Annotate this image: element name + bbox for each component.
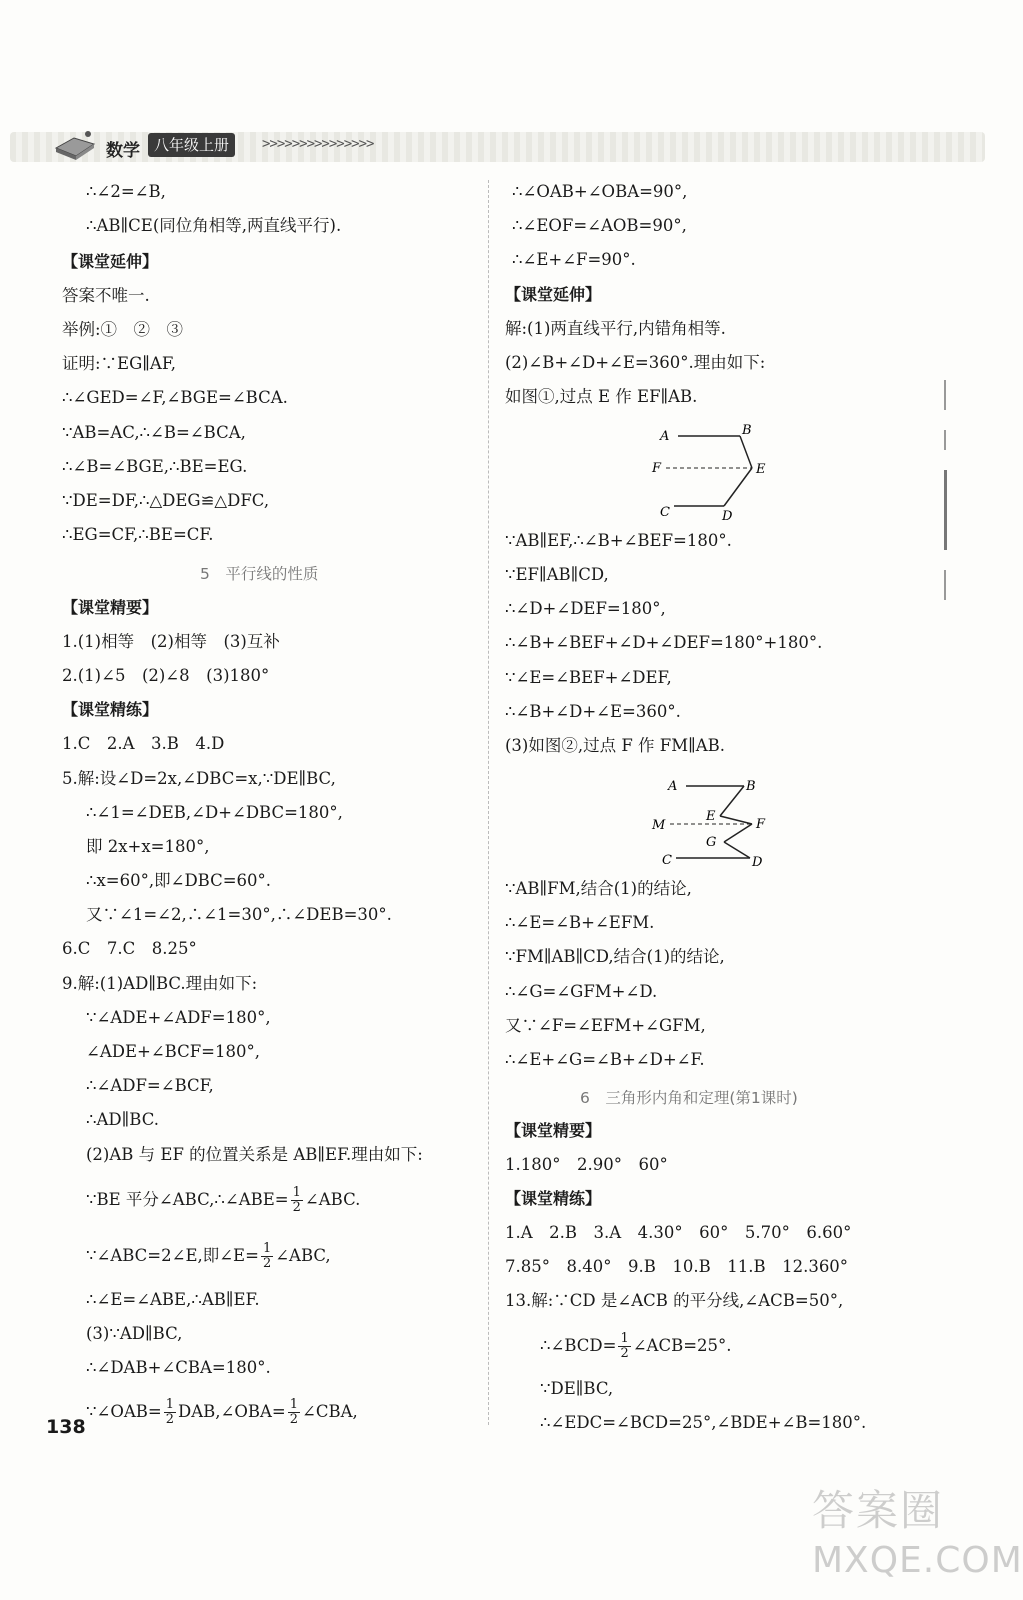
fraction-numerator: 1 xyxy=(262,1241,272,1256)
text-line: ∵AB∥EF,∴∠B+∠BEF=180°. xyxy=(505,531,732,550)
text-line: 举例:① ② ③ xyxy=(62,320,184,339)
column-divider xyxy=(488,180,489,1425)
text-segment: DAB,∠OBA= xyxy=(178,1402,286,1421)
text-line: ∵∠E=∠BEF+∠DEF, xyxy=(505,668,672,687)
fraction-numerator: 1 xyxy=(165,1397,174,1412)
figure-2 xyxy=(640,772,780,872)
text-line: ∵AB=AC,∴∠B=∠BCA, xyxy=(62,423,246,442)
text-line: ∴∠G=∠GFM+∠D. xyxy=(505,982,658,1001)
margin-marks xyxy=(942,380,948,610)
text-line: 9.解:(1)AD∥BC.理由如下: xyxy=(62,974,258,993)
text-line: ∵∠ADE+∠ADF=180°, xyxy=(86,1008,271,1027)
text-line: ∴AB∥CE(同位角相等,两直线平行). xyxy=(86,216,342,235)
fraction-denominator: 2 xyxy=(620,1346,629,1361)
fraction-denominator: 2 xyxy=(292,1200,301,1215)
fraction-numerator: 1 xyxy=(289,1397,299,1412)
text-line: ∴EG=CF,∴BE=CF. xyxy=(62,525,214,544)
text-line: (2)∠B+∠D+∠E=360°.理由如下: xyxy=(505,353,766,372)
figure-1 xyxy=(640,424,780,524)
text-line: ∴∠E+∠G=∠B+∠D+∠F. xyxy=(505,1050,705,1069)
text-line-with-fraction xyxy=(86,1242,331,1271)
text-line: ∵FM∥AB∥CD,结合(1)的结论, xyxy=(505,947,725,966)
segment-fg xyxy=(724,824,752,842)
text-line: ∴∠DAB+∠CBA=180°. xyxy=(86,1358,271,1377)
segment-be xyxy=(720,786,744,816)
text-segment: ∵BE 平分∠ABC,∴∠ABE= xyxy=(86,1190,289,1209)
section-heading: 【课堂延伸】 xyxy=(505,285,602,304)
point-label: C xyxy=(660,505,670,520)
text-line: 即 2x+x=180°, xyxy=(86,837,210,856)
text-line: ∴∠B+∠BEF+∠D+∠DEF=180°+180°. xyxy=(505,633,823,652)
text-line: 6.C 7.C 8.25° xyxy=(62,939,197,958)
point-label: A xyxy=(660,429,670,444)
section-heading: 【课堂延伸】 xyxy=(62,252,159,271)
point-label: D xyxy=(752,855,763,870)
text-segment: ∠ACB=25°. xyxy=(632,1336,732,1355)
fraction xyxy=(618,1332,630,1361)
text-line: ∵AB∥FM,结合(1)的结论, xyxy=(505,879,692,898)
fraction-denominator: 2 xyxy=(289,1412,299,1427)
text-line: ∵EF∥AB∥CD, xyxy=(505,565,609,584)
text-line-with-fraction xyxy=(86,1186,360,1215)
text-line: 5.解:设∠D=2x,∠DBC=x,∵DE∥BC, xyxy=(62,769,336,788)
text-line: ∴∠E=∠ABE,∴AB∥EF. xyxy=(86,1290,260,1309)
text-segment: ∠ABC. xyxy=(304,1190,361,1209)
text-line: ∴∠EOF=∠AOB=90°, xyxy=(512,216,687,235)
text-line: ∴∠B=∠BGE,∴BE=EG. xyxy=(62,457,248,476)
segment-ef xyxy=(720,816,752,824)
text-line: 答案不唯一. xyxy=(62,286,150,305)
text-line: ∴∠E+∠F=90°. xyxy=(512,250,636,269)
point-label: D xyxy=(722,509,733,524)
text-line: ∵DE∥BC, xyxy=(540,1379,614,1398)
text-line: 13.解:∵CD 是∠ACB 的平分线,∠ACB=50°, xyxy=(505,1291,844,1310)
segment-be xyxy=(740,436,752,468)
text-line: (2)AB 与 EF 的位置关系是 AB∥EF.理由如下: xyxy=(86,1145,423,1164)
header-subject: 数学 xyxy=(106,141,140,161)
point-label: C xyxy=(662,853,672,868)
text-segment: ∴∠BCD= xyxy=(540,1336,617,1355)
point-label: E xyxy=(756,462,766,477)
section-heading: 【课堂精练】 xyxy=(505,1189,602,1208)
text-line: ∴∠EDC=∠BCD=25°,∠BDE+∠B=180°. xyxy=(540,1413,867,1432)
text-segment: ∠CBA, xyxy=(302,1402,358,1421)
fraction-denominator: 2 xyxy=(165,1412,174,1427)
text-segment: ∠ABC, xyxy=(275,1246,331,1265)
text-line: ∴x=60°,即∠DBC=60°. xyxy=(86,871,272,890)
header-arrows: >>>>>>>>>>>>>>> xyxy=(262,136,374,152)
watermark-bottom-text: MXQE.COM xyxy=(812,1540,1023,1581)
section-heading: 【课堂精要】 xyxy=(505,1121,602,1140)
text-segment: ∵∠ABC=2∠E,即∠E= xyxy=(86,1246,259,1265)
point-label: F xyxy=(756,817,766,832)
text-line: ∴∠GED=∠F,∠BGE=∠BCA. xyxy=(62,388,288,407)
watermark-logo xyxy=(812,1478,1023,1590)
point-label: E xyxy=(706,809,716,824)
fraction-numerator: 1 xyxy=(292,1185,301,1200)
point-label: B xyxy=(746,779,756,794)
text-line-with-fraction xyxy=(540,1332,732,1361)
section-heading: 【课堂精要】 xyxy=(62,598,159,617)
text-line: 1.(1)相等 (2)相等 (3)互补 xyxy=(62,632,280,651)
text-line: 又∵∠1=∠2,∴∠1=30°,∴∠DEB=30°. xyxy=(86,905,392,924)
text-line: 1.C 2.A 3.B 4.D xyxy=(62,734,225,753)
point-label: F xyxy=(652,461,662,476)
fraction xyxy=(291,1186,303,1215)
segment-ed xyxy=(724,468,752,506)
fraction xyxy=(288,1398,300,1427)
point-label: M xyxy=(652,818,666,833)
text-line: 如图①,过点 E 作 EF∥AB. xyxy=(505,387,698,406)
text-line: 1.A 2.B 3.A 4.30° 60° 5.70° 6.60° xyxy=(505,1223,852,1242)
text-line: 又∵∠F=∠EFM+∠GFM, xyxy=(505,1016,706,1035)
text-line: ∴∠2=∠B, xyxy=(86,182,166,201)
text-line: 1.180° 2.90° 60° xyxy=(505,1155,668,1174)
text-line: 证明:∵EG∥AF, xyxy=(62,354,176,373)
book-icon xyxy=(52,128,98,160)
text-line: ∴∠1=∠DEB,∠D+∠DBC=180°, xyxy=(86,803,343,822)
point-label: A xyxy=(668,779,678,794)
text-line: ∵DE=DF,∴△DEG≌△DFC, xyxy=(62,491,270,510)
text-segment: ∵∠OAB= xyxy=(86,1402,162,1421)
lesson-title: 5 平行线的性质 xyxy=(200,565,319,583)
fraction-denominator: 2 xyxy=(262,1256,272,1271)
text-line: 2.(1)∠5 (2)∠8 (3)180° xyxy=(62,666,270,685)
page-number: 138 xyxy=(46,1416,86,1438)
text-line: ∴AD∥BC. xyxy=(86,1110,159,1129)
text-line: ∴∠B+∠D+∠E=360°. xyxy=(505,702,681,721)
text-line: ∠ADE+∠BCF=180°, xyxy=(86,1042,260,1061)
fraction xyxy=(164,1398,176,1427)
fraction xyxy=(261,1242,273,1271)
text-line: 7.85° 8.40° 9.B 10.B 11.B 12.360° xyxy=(505,1257,849,1276)
text-line: ∴∠D+∠DEF=180°, xyxy=(505,599,666,618)
section-heading: 【课堂精练】 xyxy=(62,700,159,719)
page-header xyxy=(0,118,995,174)
point-label: G xyxy=(706,835,717,850)
header-grade: 八年级上册 xyxy=(148,133,235,157)
text-line: (3)∵AD∥BC, xyxy=(86,1324,183,1343)
segment-gd xyxy=(724,842,750,858)
point-label: B xyxy=(742,423,752,438)
lesson-title: 6 三角形内角和定理(第1课时) xyxy=(580,1089,798,1107)
text-line: 解:(1)两直线平行,内错角相等. xyxy=(505,319,726,338)
text-line-with-fraction xyxy=(86,1398,358,1427)
text-line: ∴∠E=∠B+∠EFM. xyxy=(505,913,655,932)
watermark-top-text: 答案圈 xyxy=(812,1486,945,1535)
text-line: (3)如图②,过点 F 作 FM∥AB. xyxy=(505,736,726,755)
fraction-numerator: 1 xyxy=(620,1331,629,1346)
text-line: ∴∠ADF=∠BCF, xyxy=(86,1076,214,1095)
text-line: ∴∠OAB+∠OBA=90°, xyxy=(512,182,688,201)
